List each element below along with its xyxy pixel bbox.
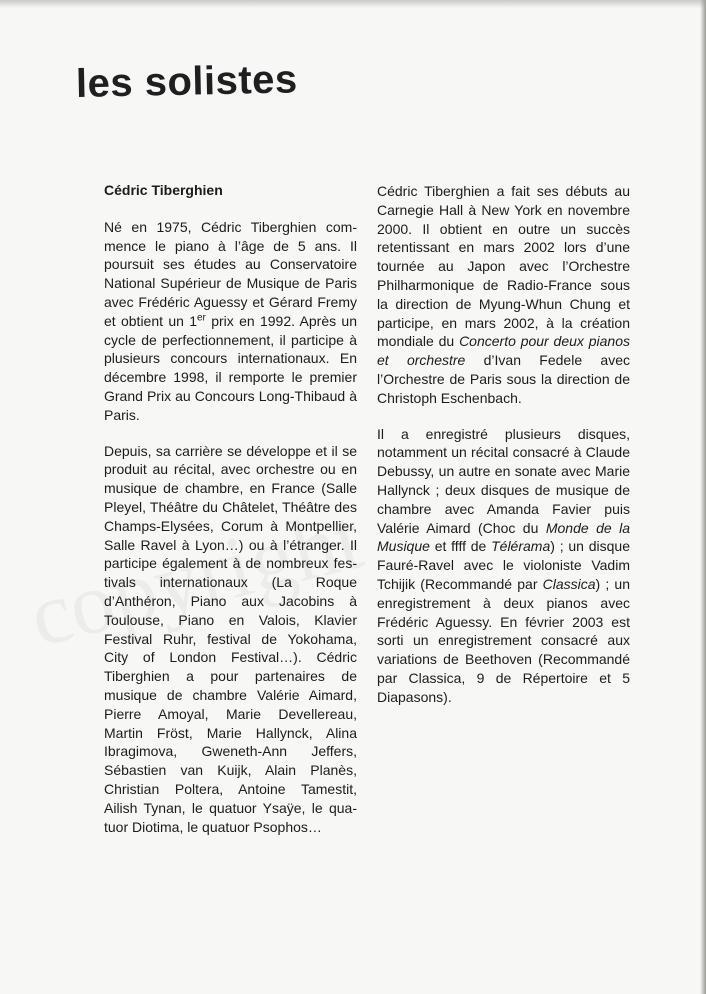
left-column [104,181,357,853]
work-title: Concerto pour deux pianos et orchestre [377,333,631,369]
publication-title: Monde de la Musique [377,519,630,555]
bio-text: Cédric Tiberghien a fait ses débuts au Carnegie Hall à New York en novembre 2000. Il obtient en outre un succès retentissant en mars 2002 lors d’une tournée au Japon avec l’Orchestre Philharmonique de Radio-France sous la direction de Myung-Whun Chung et participe, en mars 2002, à la création mondiale du [377,183,630,350]
bio-text: Il a enregistré plusieurs disques, notamment un récital consacré à Claude Debussy, un autre en sonate avec Marie Hallynck ; deux disques de musique de chambre avec Amanda Favier puis Valérie Aimard (Choc du [377,425,630,536]
bio-text: et ffff de [429,538,492,555]
bio-text: ) ; un enregistrement à deux pianos avec Frédéric Aguessy. En février 2003 est sorti un enregistrement consacré aux variations de Beethoven (Recommandé par Classica, 9 de Répertoire et 5 Diapasons). [377,575,630,705]
publication-title: Télérama [491,538,551,555]
ordinal-suffix: er [197,312,206,324]
bio-text: Né en 1975, Cédric Tiberghien commence le piano à l’âge de 5 ans. Il poursuit ses études au Conservatoire National Supérieur de Musique de Paris avec Frédéric Aguessy et Gérard Fremy et obtient un 1 [104,218,357,329]
scan-edge-right [700,0,706,994]
biography-paragraph-4 [377,425,630,707]
biography-paragraph-1 [104,218,357,425]
bio-text: ) ; un disque Fauré-Ravel avec le violoniste Vadim Tchijik (Recommandé par [377,538,630,592]
artist-name: Cédric Tiberghien [104,182,223,198]
biography-paragraph-3 [377,182,630,408]
biography-paragraph-2: Depuis, sa carrière se développe et il se produit au récital, avec orchestre ou en musique de chambre, en France (Salle Pleyel, Théâtre du Châtelet, Théâtre des Champs-Elysées, Corum à Montpellier, Salle Ravel à Lyon…) ou à l’étranger. Il participe également à de nombreux festivals internationaux (La Roque d’Anthéron, Piano aux Jacobins à Toulouse, Piano en Valois, Klavier Festival Ruhr, festival de Yokohama, City of London Festival…). Cédric Tiberghien a pour partenaires de musique de chambre Valérie Aimard, Pierre Amoyal, Marie Devellereau, Martin Fröst, Marie Hallynck, Alina Ibragimova, Gweneth-Ann Jeffers, Sébastien van Kuijk, Alain Planès, Christian Poltera, Antoine Tamestit, Ailish Tynan, le quatuor Ysaÿe, le quatuor Diotima, le quatuor Psophos… [104,442,357,835]
scan-edge-top [0,0,706,8]
bio-text: d’Ivan Fedele avec l’Orchestre de Paris sous la direction de Christoph Eschenbach. [377,352,630,406]
right-column [377,182,630,724]
bio-text: prix en 1992. Après un cycle de perfectionnement, il participe à plusieurs concours internationaux. En décembre 1998, il remporte le premier Grand Prix au Concours Long-Thibaud à Paris. [104,312,357,423]
publication-title: Classica [542,575,596,592]
page-title: les solistes [75,57,299,106]
